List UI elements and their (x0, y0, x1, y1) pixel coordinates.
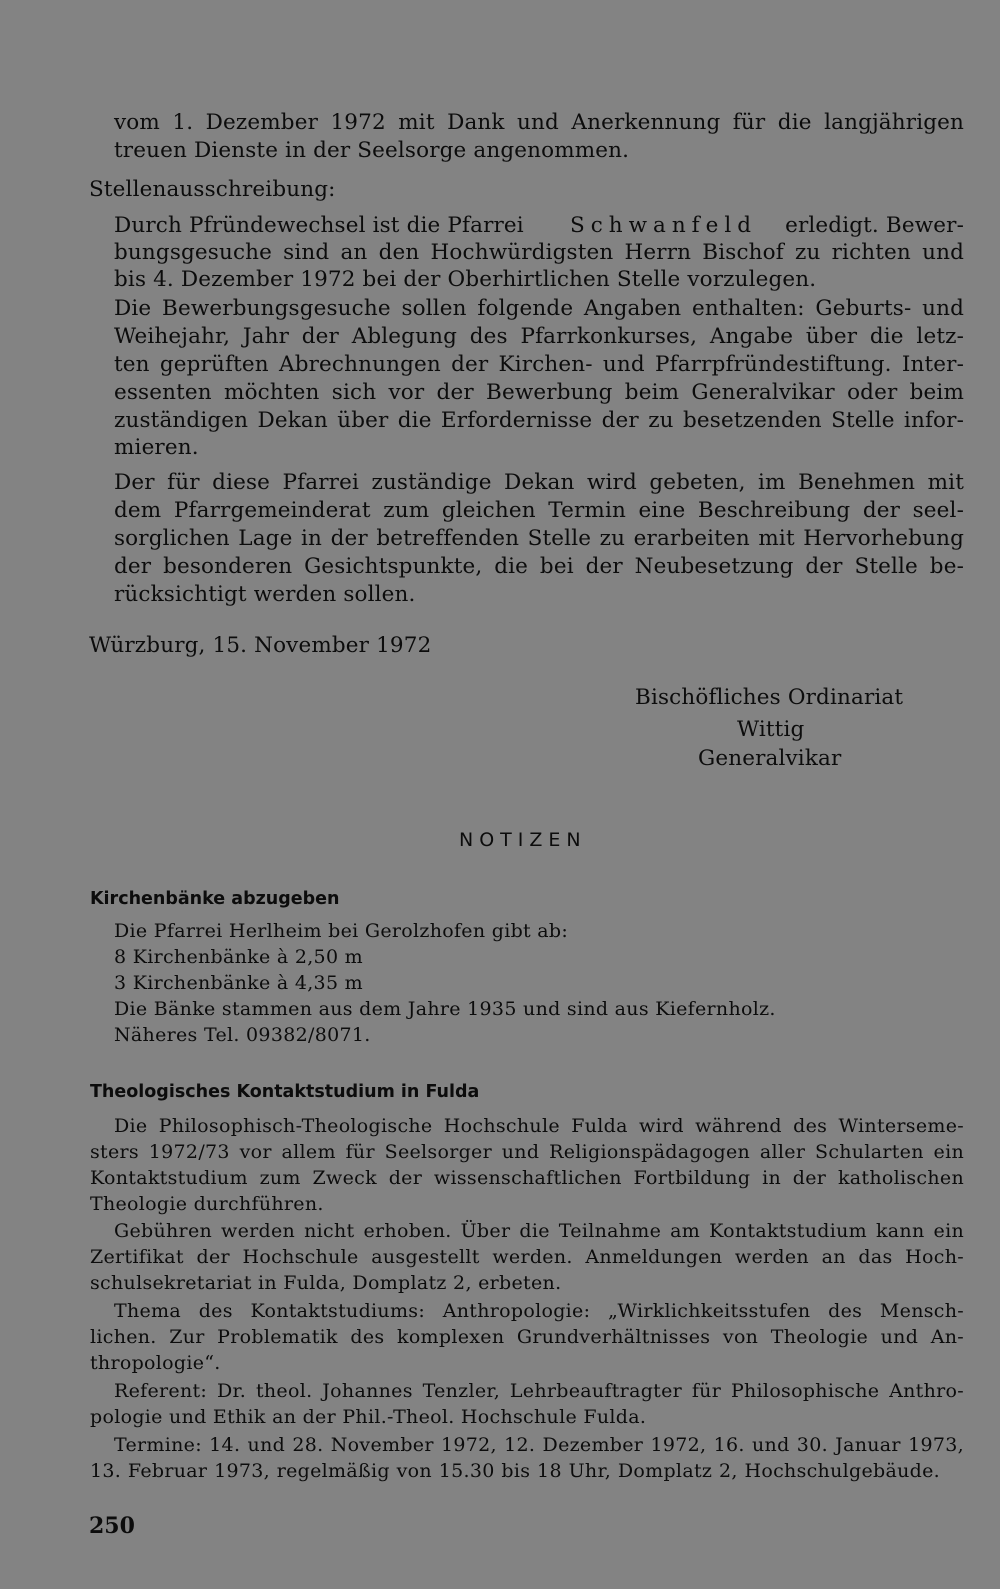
text-line: Kontaktstudium zum Zweck der wissenschaftlichen Fortbildung in der katholischen (90, 1167, 964, 1189)
text-span: Durch Pfründewechsel ist die Pfarrei (114, 213, 524, 238)
text-line: ten geprüften Abrechnungen der Kirchen- und Pfarrpfründestiftung. Inter- (114, 352, 964, 377)
text-line: Gebühren werden nicht erhoben. Über die Teilnahme am Kontaktstudium kann ein (114, 1220, 964, 1242)
text-line: pologie und Ethik an der Phil.-Theol. Hochschule Fulda. (90, 1406, 647, 1428)
text-line: Thema des Kontaktstudiums: Anthropologie: „Wirklichkeitsstufen des Mensch- (114, 1300, 964, 1322)
text-line: Die Pfarrei Herlheim bei Gerolzhofen gibt ab: (114, 920, 569, 942)
text-line: dem Pfarrgemeinderat zum gleichen Termin eine Beschreibung der seel- (114, 498, 964, 523)
text-line: Theologie durchführen. (90, 1193, 324, 1215)
text-line: Der für diese Pfarrei zuständige Dekan wird gebeten, im Benehmen mit (114, 470, 964, 495)
date-line: Würzburg, 15. November 1972 (89, 633, 432, 658)
text-line: zuständigen Dekan über die Erfordernisse der zu besetzenden Stelle infor- (114, 408, 964, 433)
text-line: Die Philosophisch-Theologische Hochschule Fulda wird während des Winterseme- (114, 1115, 964, 1137)
text-line: treuen Dienste in der Seelsorge angenommen. (114, 138, 630, 163)
text-line: vom 1. Dezember 1972 mit Dank und Anerkennung für die langjährigen (114, 110, 964, 135)
text-line: rücksichtigt werden sollen. (114, 582, 416, 607)
signature-title: Generalvikar (698, 746, 842, 771)
text-line: Näheres Tel. 09382/8071. (114, 1024, 371, 1046)
text-line: Termine: 14. und 28. November 1972, 12. Dezember 1972, 16. und 30. Januar 1973, (114, 1434, 964, 1456)
text-line: lichen. Zur Problematik des komplexen Grundverhältnisses von Theologie und An- (90, 1326, 964, 1348)
section-heading: Stellenausschreibung: (89, 177, 336, 202)
text-line: essenten möchten sich vor der Bewerbung beim Generalvikar oder beim (114, 380, 964, 405)
notizen-title: NOTIZEN (459, 829, 587, 851)
page-number: 250 (89, 1513, 135, 1539)
text-line: sters 1972/73 vor allem für Seelsorger und Religionspädagogen aller Schularten ein (90, 1141, 964, 1163)
text-line: Zertifikat der Hochschule ausgestellt werden. Anmeldungen werden an das Hoch- (90, 1246, 964, 1268)
text-line: mieren. (114, 435, 199, 460)
text-line: der besonderen Gesichtspunkte, die bei der Neubesetzung der Stelle be- (114, 554, 964, 579)
kontakt-heading: Theologisches Kontaktstudium in Fulda (90, 1082, 480, 1102)
text-line: bis 4. Dezember 1972 bei der Oberhirtlichen Stelle vorzulegen. (114, 267, 817, 292)
text-line: 13. Februar 1973, regelmäßig von 15.30 bis 18 Uhr, Domplatz 2, Hochschulgebäude. (90, 1460, 940, 1482)
parish-name: Schwanfeld (570, 213, 758, 238)
text-line: sorglichen Lage in der betreffenden Stelle zu erarbeiten mit Hervorhebung (114, 526, 964, 551)
text-line: schulsekretariat in Fulda, Domplatz 2, erbeten. (90, 1272, 562, 1294)
text-line: Die Bänke stammen aus dem Jahre 1935 und sind aus Kiefernholz. (114, 998, 776, 1020)
text-span: erledigt. Bewer- (785, 213, 964, 238)
text-line: 3 Kirchenbänke à 4,35 m (114, 972, 363, 994)
text-line: Referent: Dr. theol. Johannes Tenzler, Lehrbeauftragter für Philosophische Anthro- (114, 1380, 964, 1402)
text-line: bungsgesuche sind an den Hochwürdigsten Herrn Bischof zu richten und (114, 240, 964, 265)
text-line: Weihejahr, Jahr der Ablegung des Pfarrkonkurses, Angabe über die letz- (114, 324, 964, 349)
signature-name: Wittig (737, 717, 805, 742)
kirchenbaenke-heading: Kirchenbänke abzugeben (90, 889, 340, 909)
signature-office: Bischöfliches Ordinariat (635, 685, 904, 710)
text-line: thropologie“. (90, 1352, 221, 1374)
text-line: 8 Kirchenbänke à 2,50 m (114, 946, 363, 968)
text-line: Die Bewerbungsgesuche sollen folgende Angaben enthalten: Geburts- und (114, 296, 964, 321)
